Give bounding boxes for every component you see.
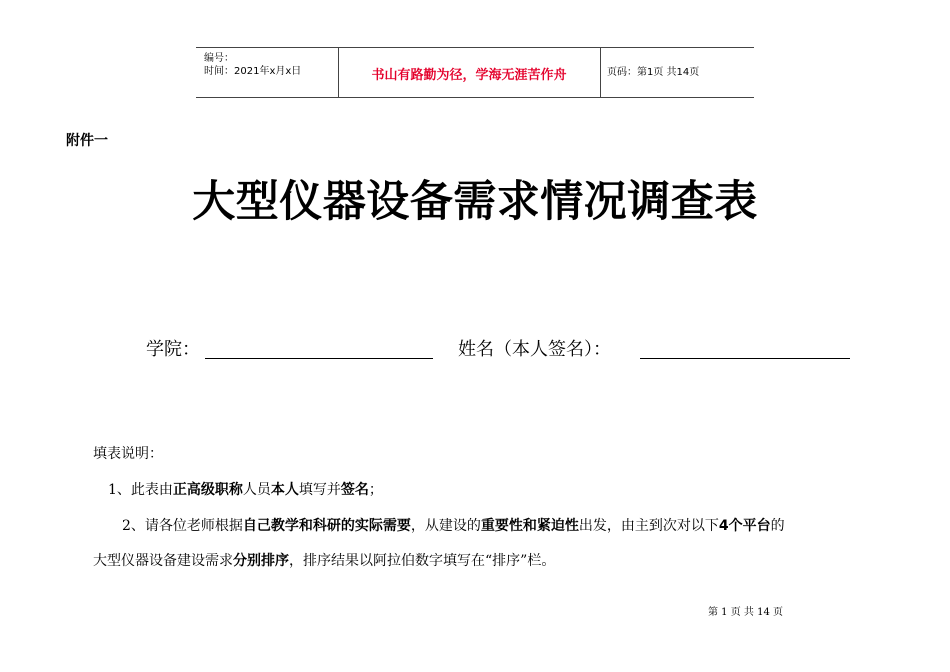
instruction-text: ； — [368, 482, 383, 498]
instruction-text: 2、请各位老师根据 — [122, 518, 243, 534]
college-underline — [205, 358, 433, 359]
instruction-text: 的 — [770, 518, 785, 534]
instruction-item-2 — [122, 516, 785, 536]
instruction-bold: 重要性和紧迫性 — [480, 518, 579, 534]
page-footer: 第 1 页 共 14 页 — [708, 607, 783, 618]
instruction-text: 1、此表由 — [108, 482, 173, 498]
header-left-cell — [196, 48, 339, 97]
time-label: 时间：2021年x月x日 — [204, 66, 302, 77]
header-right-cell — [601, 48, 754, 97]
motto-text: 书山有路勤为径，学海无涯苦作舟 — [371, 68, 567, 83]
number-label: 编号： — [204, 53, 234, 64]
instruction-bold: 本人 — [270, 482, 299, 498]
instruction-item-1 — [108, 480, 383, 500]
instruction-text: ，从建设的 — [410, 518, 481, 534]
document-title: 大型仪器设备需求情况调查表 — [192, 177, 758, 227]
attachment-label: 附件一 — [66, 133, 108, 149]
instruction-bold: 4个平台 — [718, 518, 771, 534]
instruction-item-2-continued — [93, 551, 555, 571]
instruction-text: ，排序结果以阿拉伯数字填写在“排序”栏。 — [289, 553, 556, 569]
name-label: 姓名（本人签名）： — [458, 339, 611, 360]
instruction-bold: 签名 — [340, 482, 369, 498]
instruction-bold: 自己教学和科研的实际需要 — [242, 518, 411, 534]
page-info: 页码：第1页 共14页 — [607, 67, 700, 78]
instructions-heading: 填表说明： — [93, 446, 163, 462]
instruction-text: 出发，由主到次对以下 — [578, 518, 719, 534]
instruction-bold: 正高级职称 — [172, 482, 243, 498]
document-header-table — [196, 47, 754, 98]
header-middle-cell — [338, 48, 601, 97]
name-underline — [640, 358, 850, 359]
instruction-text: 填写并 — [298, 482, 341, 498]
college-label: 学院： — [146, 339, 200, 360]
instruction-text: 大型仪器设备建设需求 — [93, 553, 233, 569]
instruction-bold: 分别排序 — [233, 553, 289, 569]
instruction-text: 人员 — [242, 482, 271, 498]
